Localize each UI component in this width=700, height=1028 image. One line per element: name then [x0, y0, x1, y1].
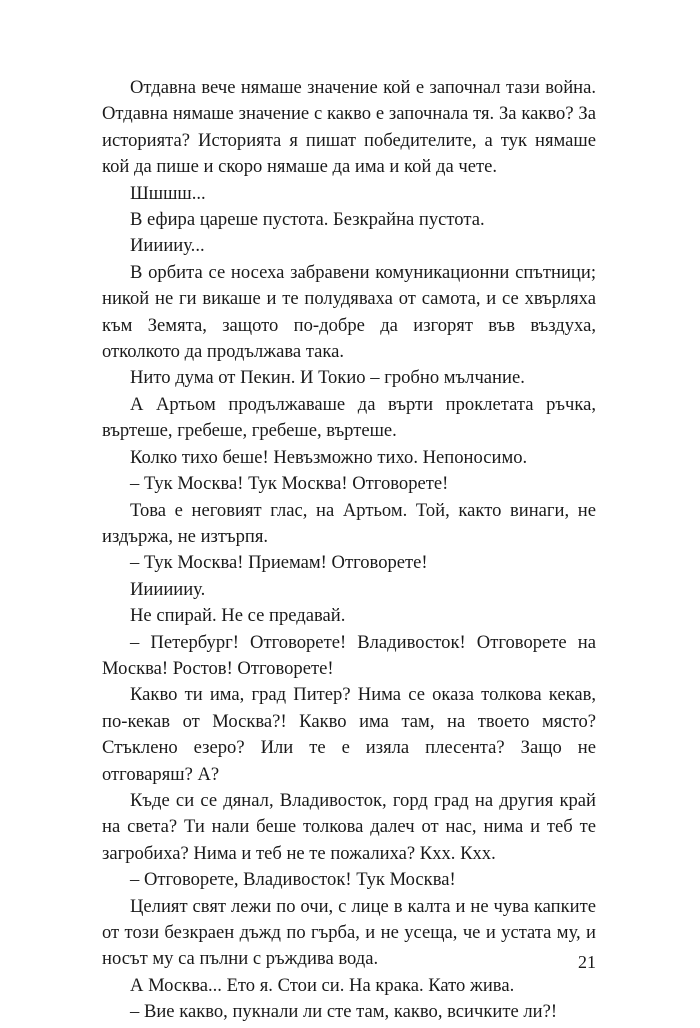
paragraph: В орбита се носеха забравени комуникационни спътници; никой не ги викаше и те полудяваха от самота, и се хвърляха към Земята, защото по-добре да изгорят във въздуха, отколкото да продължава така. — [102, 261, 596, 363]
paragraph: Нито дума от Пекин. И Токио – гробно мълчание. — [130, 367, 525, 389]
paragraph: Това е неговият глас, на Артьом. Той, както винаги, не издържа, не изтърпя. — [102, 499, 596, 547]
page-number: 21 — [578, 952, 596, 972]
paragraph: Шшшш... — [130, 182, 206, 204]
body-text — [102, 75, 596, 1026]
paragraph: В ефира цареше пустота. Безкрайна пустота. — [130, 209, 485, 231]
paragraph: – Тук Москва! Приемам! Отговорете! — [130, 552, 428, 574]
paragraph: Какво ти има, град Питер? Нима се оказа толкова кекав, по-кекав от Москва?! Какво има там, на твоето място? Стъклено езеро? Или те е изяла плесента? Защо не отговаряш? А? — [102, 684, 596, 785]
paragraph: Къде си се дянал, Владивосток, горд град на другия край на света? Ти нали беше толкова далеч от нас, нима и теб те загробиха? Нима и теб не те пожалиха? Кхх. Кхх. — [102, 789, 596, 864]
paragraph: Отдавна вече нямаше значение кой е започнал тази война. Отдавна нямаше значение с какво е започнала тя. За какво? За историята? Историята я пишат победителите, а тук нямаше кой да пише и скоро нямаше да има и кой да чете. — [102, 77, 596, 178]
paragraph: – Отговорете, Владивосток! Тук Москва! — [130, 869, 456, 891]
paragraph: Не спирай. Не се предавай. — [130, 605, 346, 627]
paragraph: – Тук Москва! Тук Москва! Отговорете! — [130, 473, 449, 495]
paragraph: – Петербург! Отговорете! Владивосток! Отговорете на Москва! Ростов! Отговорете! — [102, 631, 596, 679]
paragraph: А Артьом продължаваше да върти проклетата ръчка, въртеше, гребеше, гребеше, въртеше. — [102, 393, 596, 442]
paragraph: Целият свят лежи по очи, с лице в калта и не чува капките от този безкраен дъжд по гърба, и не усеща, че и устата му, и носът му са пълни с ръждива вода. — [102, 895, 596, 970]
paragraph: Колко тихо беше! Невъзможно тихо. Непоносимо. — [130, 446, 528, 468]
paragraph: А Москва... Ето я. Стои си. На крака. Като жива. — [130, 974, 515, 996]
paragraph: Ииииииу. — [130, 578, 206, 600]
paragraph: – Вие какво, пукнали ли сте там, какво, всичките ли?! — [130, 1001, 558, 1023]
paragraph: Иииииу... — [130, 235, 205, 257]
